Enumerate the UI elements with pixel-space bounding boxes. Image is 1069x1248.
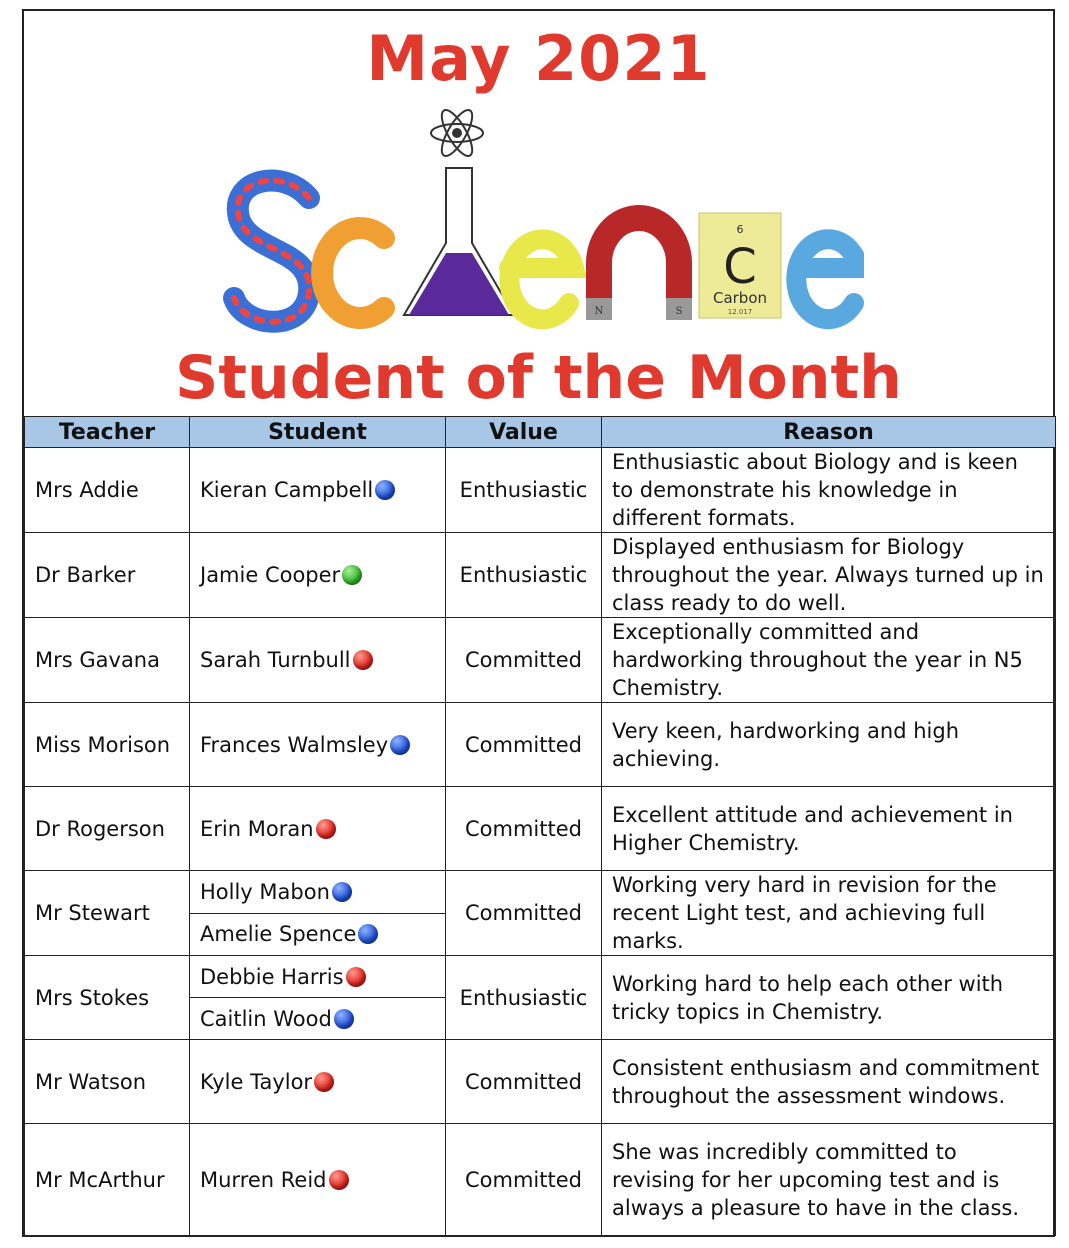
col-teacher: Teacher	[25, 417, 190, 448]
red-dot-icon	[353, 650, 373, 670]
col-student: Student	[190, 417, 446, 448]
student-cell	[190, 956, 446, 998]
reason-cell: Very keen, hardworking and high achieving.	[602, 703, 1056, 787]
student-name: Murren Reid	[200, 1167, 327, 1192]
table-row	[25, 533, 1056, 618]
table-row	[25, 703, 1056, 787]
svg-text:Carbon: Carbon	[712, 289, 768, 307]
blue-dot-icon	[375, 480, 395, 500]
red-dot-icon	[329, 1170, 349, 1190]
reason-cell: Excellent attitude and achievement in Higher Chemistry.	[602, 787, 1056, 871]
student-name: Jamie Cooper	[200, 563, 341, 587]
red-dot-icon	[346, 967, 366, 987]
students-table	[24, 416, 1056, 1236]
student-cell	[190, 533, 446, 618]
student-cell	[190, 913, 446, 956]
reason-cell: She was incredibly committed to revising for her upcoming test and is always a pleasure to have in the class.	[602, 1124, 1056, 1236]
table-row	[25, 1040, 1056, 1124]
student-cell	[190, 618, 446, 703]
value-cell: Enthusiastic	[446, 956, 602, 1040]
teacher-cell: Mr McArthur	[25, 1124, 190, 1236]
student-name: Amelie Spence	[200, 922, 357, 947]
reason-cell: Displayed enthusiasm for Biology throughout the year. Always turned up in class ready to do well.	[602, 533, 1056, 618]
table-row	[25, 448, 1056, 533]
teacher-cell: Mrs Addie	[25, 448, 190, 533]
student-name: Kyle Taylor	[200, 1069, 313, 1094]
student-name: Kieran Campbell	[200, 478, 374, 502]
logo-letter-c	[322, 228, 384, 318]
student-name: Erin Moran	[200, 816, 314, 841]
svg-text:6: 6	[736, 223, 744, 236]
table-row	[25, 871, 1056, 914]
student-name: Caitlin Wood	[200, 1006, 332, 1031]
teacher-cell: Mrs Gavana	[25, 618, 190, 703]
teacher-cell: Mrs Stokes	[25, 956, 190, 1040]
blue-dot-icon	[332, 882, 352, 902]
poster-title: Student of the Month	[175, 343, 902, 413]
student-cell	[190, 998, 446, 1040]
table-row	[25, 787, 1056, 871]
red-dot-icon	[314, 1072, 334, 1092]
student-name: Frances Walmsley	[200, 732, 389, 757]
student-cell	[190, 703, 446, 787]
teacher-cell: Miss Morison	[25, 703, 190, 787]
student-cell	[190, 448, 446, 533]
blue-dot-icon	[390, 735, 410, 755]
red-dot-icon	[316, 819, 336, 839]
student-name: Sarah Turnbull	[200, 648, 351, 672]
student-cell	[190, 871, 446, 914]
reason-cell: Working very hard in revision for the recent Light test, and achieving full marks.	[602, 871, 1056, 956]
magnet-s: S	[675, 306, 683, 317]
student-name: Debbie Harris	[200, 964, 344, 989]
table-header-row	[25, 417, 1056, 448]
value-cell: Committed	[446, 703, 602, 787]
teacher-cell: Dr Barker	[25, 533, 190, 618]
table-row	[25, 956, 1056, 998]
teacher-cell: Dr Rogerson	[25, 787, 190, 871]
value-cell: Committed	[446, 787, 602, 871]
green-dot-icon	[342, 565, 362, 585]
blue-dot-icon	[334, 1009, 354, 1029]
value-cell: Enthusiastic	[446, 448, 602, 533]
table-row	[25, 618, 1056, 703]
teacher-cell: Mr Watson	[25, 1040, 190, 1124]
logo-letter-e	[509, 239, 574, 319]
teacher-cell: Mr Stewart	[25, 871, 190, 956]
student-cell	[190, 1040, 446, 1124]
blue-dot-icon	[358, 924, 378, 944]
col-reason: Reason	[602, 417, 1056, 448]
poster-frame	[22, 9, 1055, 1237]
reason-cell: Consistent enthusiasm and commitment throughout the assessment windows.	[602, 1040, 1056, 1124]
table-row	[25, 1124, 1056, 1236]
value-cell: Committed	[446, 1040, 602, 1124]
col-value: Value	[446, 417, 602, 448]
student-cell	[190, 1124, 446, 1236]
reason-cell: Working hard to help each other with tricky topics in Chemistry.	[602, 956, 1056, 1040]
value-cell: Committed	[446, 871, 602, 956]
value-cell: Committed	[446, 1124, 602, 1236]
student-cell	[190, 787, 446, 871]
atom-icon	[431, 106, 483, 160]
science-logo	[214, 93, 864, 338]
student-name: Holly Mabon	[200, 879, 330, 904]
svg-text:C: C	[723, 239, 757, 295]
logo-letter-e2	[796, 239, 859, 319]
value-cell: Committed	[446, 618, 602, 703]
month-title: May 2021	[366, 22, 711, 95]
logo-letter-s	[234, 181, 309, 322]
value-cell: Enthusiastic	[446, 533, 602, 618]
magnet-n: N	[594, 306, 604, 317]
svg-text:12.017: 12.017	[727, 308, 753, 316]
reason-cell: Exceptionally committed and hardworking throughout the year in N5 Chemistry.	[602, 618, 1056, 703]
reason-cell: Enthusiastic about Biology and is keen to demonstrate his knowledge in different formats.	[602, 448, 1056, 533]
